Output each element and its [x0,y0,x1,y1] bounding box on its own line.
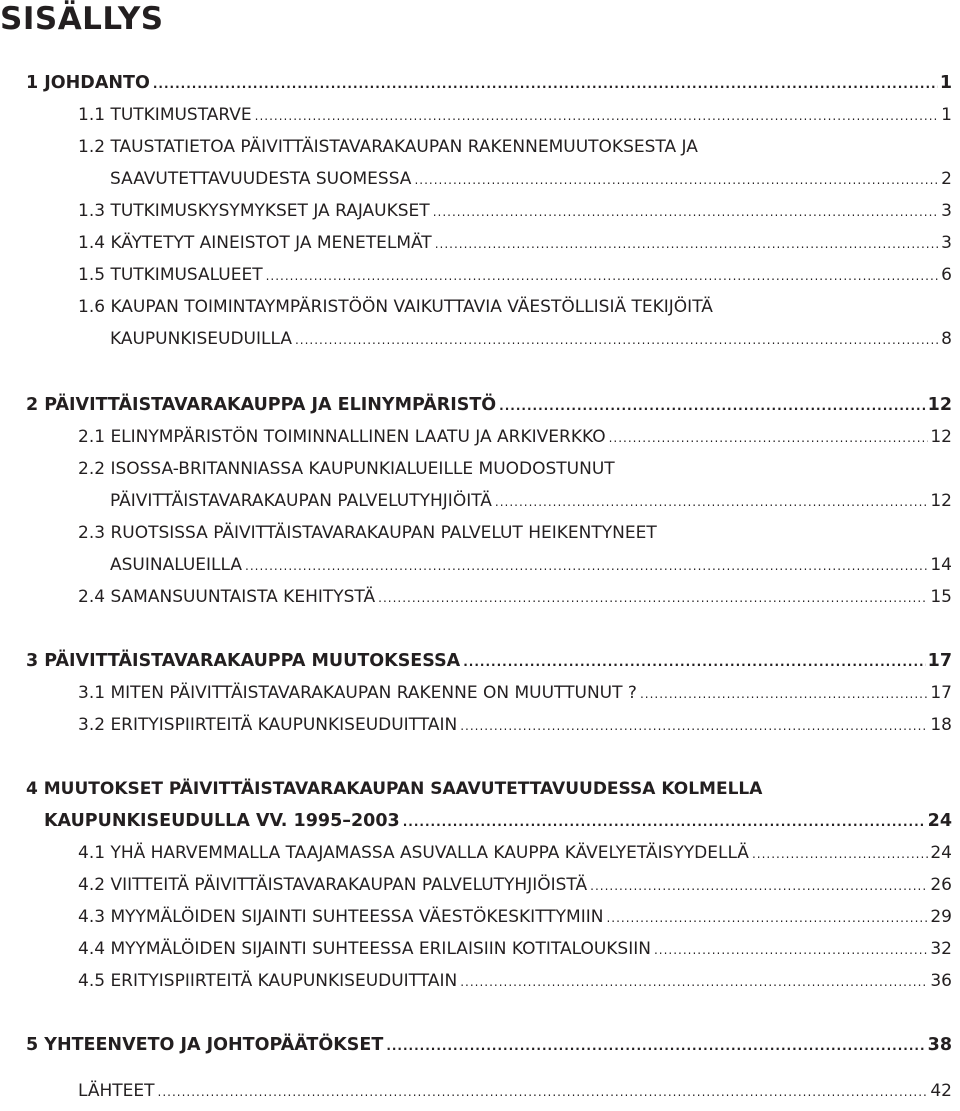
toc-leader-dots [245,554,928,578]
toc-entry[interactable] [26,393,952,417]
toc-entry-page: 3 [941,201,952,221]
toc-entry-title: 3.2 ERITYISPIIRTEITÄ KAUPUNKISEUDUITTAIN [78,715,458,735]
toc-leader-dots [153,72,938,96]
toc-leader-dots [609,426,929,450]
toc-entry-page: 15 [930,587,952,607]
toc-entry[interactable] [44,809,952,833]
toc-entry[interactable] [110,553,952,577]
toc-entry-page: 14 [930,555,952,575]
toc-leader-dots [435,232,939,256]
toc-entry-title: KAUPUNKISEUDULLA VV. 1995–2003 [44,811,400,831]
toc-leader-dots [654,938,928,962]
toc-entry[interactable] [110,327,952,351]
toc-leader-dots [590,874,928,898]
toc-entry[interactable] [78,585,952,609]
toc-entry-title: 4.1 YHÄ HARVEMMALLA TAAJAMASSA ASUVALLA KAUPPA KÄVELYETÄISYYDELLÄ [78,843,749,863]
toc-leader-dots [640,682,928,706]
toc-entry[interactable] [26,1033,952,1057]
toc-entry[interactable] [78,425,952,449]
toc-entry-page: 24 [930,843,952,863]
toc-entry[interactable] [78,873,952,897]
toc-entry-page: 2 [941,169,952,189]
toc-entry[interactable] [78,263,952,287]
toc-entry-page: 17 [927,651,952,671]
toc-entry-title: 1.3 TUTKIMUSKYSYMYKSET JA RAJAUKSET [78,201,430,221]
toc-entry-title: 2.4 SAMANSUUNTAISTA KEHITYSTÄ [78,587,376,607]
toc-entry-title: 4.2 VIITTEITÄ PÄIVITTÄISTAVARAKAUPAN PALVELUTYHJIÖISTÄ [78,875,588,895]
toc-entry-page: 12 [927,395,952,415]
toc-entry[interactable] [78,681,952,705]
toc-entry-title: 5 YHTEENVETO JA JOHTOPÄÄTÖKSET [26,1035,384,1055]
toc-entry[interactable] [78,841,952,865]
toc-entry-title: 3.1 MITEN PÄIVITTÄISTAVARAKAUPAN RAKENNE ON MUUTTUNUT ? [78,683,637,703]
toc-leader-dots [414,168,939,192]
toc-leader-dots [752,842,928,866]
toc-entry-page: 38 [927,1035,952,1055]
toc-entry-page: 8 [941,329,952,349]
toc-entry[interactable] [78,457,952,481]
toc-entry-title: 2.3 RUOTSISSA PÄIVITTÄISTAVARAKAUPAN PALVELUT HEIKENTYNEET [78,523,657,543]
toc-leader-dots [499,394,925,418]
toc-entry-page: 17 [930,683,952,703]
toc-entry-title: 4.3 MYYMÄLÖIDEN SIJAINTI SUHTEESSA VÄESTÖKESKITTYMIIN [78,907,604,927]
toc-entry-page: 1 [941,105,952,125]
toc-entry[interactable] [78,103,952,127]
toc-entry-title: 1 JOHDANTO [26,73,150,93]
toc-entry-title: KAUPUNKISEUDUILLA [110,329,292,349]
toc-entry-title: 4.5 ERITYISPIIRTEITÄ KAUPUNKISEUDUITTAIN [78,971,458,991]
toc-entry-page: 18 [930,715,952,735]
toc-entry-page: 3 [941,233,952,253]
toc-entry-title: 1.1 TUTKIMUSTARVE [78,105,252,125]
toc-leader-dots [460,714,928,738]
toc-entry[interactable] [78,713,952,737]
toc-entry-title: 4.4 MYYMÄLÖIDEN SIJAINTI SUHTEESSA ERILAISIIN KOTITALOUKSIIN [78,939,651,959]
toc-entry-title: 1.6 KAUPAN TOIMINTAYMPÄRISTÖÖN VAIKUTTAVIA VÄESTÖLLISIÄ TEKIJÖITÄ [78,297,713,317]
toc-leader-dots [433,200,939,224]
toc-leader-dots [255,104,940,128]
toc-entry[interactable] [78,905,952,929]
toc-leader-dots [606,906,928,930]
toc-entry[interactable] [78,295,952,319]
toc-entry-title: 3 PÄIVITTÄISTAVARAKAUPPA MUUTOKSESSA [26,651,461,671]
toc-entry-page: 6 [941,265,952,285]
toc-entry-title: ASUINALUEILLA [110,555,243,575]
toc-entry-title: 1.2 TAUSTATIETOA PÄIVITTÄISTAVARAKAUPAN RAKENNEMUUTOKSESTA JA [78,137,698,157]
toc-leader-dots [495,490,928,514]
page-title: SISÄLLYS [0,1,164,37]
toc-leader-dots [463,650,925,674]
toc-leader-dots [403,810,926,834]
toc-entry-title: 1.5 TUTKIMUSALUEET [78,265,263,285]
toc-entry[interactable] [78,135,952,159]
toc-entry[interactable] [26,777,952,801]
toc-entry-page: 32 [930,939,952,959]
toc-entry[interactable] [78,1079,952,1103]
toc-entry-page: 26 [930,875,952,895]
toc-entry-title: 1.4 KÄYTETYT AINEISTOT JA MENETELMÄT [78,233,432,253]
toc-entry-title: PÄIVITTÄISTAVARAKAUPAN PALVELUTYHJIÖITÄ [110,491,492,511]
toc-entry[interactable] [78,231,952,255]
toc-entry-page: 29 [930,907,952,927]
toc-entry[interactable] [78,937,952,961]
toc-leader-dots [158,1080,929,1104]
toc-leader-dots [378,586,928,610]
toc-entry[interactable] [110,167,952,191]
toc-entry[interactable] [26,649,952,673]
toc-entry-title: 2.1 ELINYMPÄRISTÖN TOIMINNALLINEN LAATU JA ARKIVERKKO [78,427,606,447]
toc-leader-dots [460,970,928,994]
toc-entry[interactable] [78,521,952,545]
toc-entry[interactable] [110,489,952,513]
toc-entry[interactable] [78,969,952,993]
toc-leader-dots [266,264,940,288]
toc-entry-page: 42 [930,1081,952,1101]
toc-entry-title: 2.2 ISOSSA-BRITANNIASSA KAUPUNKIALUEILLE MUODOSTUNUT [78,459,615,479]
toc-entry[interactable] [78,199,952,223]
toc-entry-title: 2 PÄIVITTÄISTAVARAKAUPPA JA ELINYMPÄRISTÖ [26,395,497,415]
toc-entry-page: 24 [927,811,952,831]
toc-entry-title: 4 MUUTOKSET PÄIVITTÄISTAVARAKAUPAN SAAVUTETTAVUUDESSA KOLMELLA [26,779,763,799]
toc-entry-title: SAAVUTETTAVUUDESTA SUOMESSA [110,169,412,189]
toc-leader-dots [386,1034,925,1058]
toc-entry-page: 1 [939,73,952,93]
toc-entry-page: 12 [930,427,952,447]
toc-entry-page: 12 [930,491,952,511]
toc-entry[interactable] [26,71,952,95]
toc-leader-dots [295,328,939,352]
toc-entry-page: 36 [930,971,952,991]
toc-entry-title: LÄHTEET [78,1081,155,1101]
